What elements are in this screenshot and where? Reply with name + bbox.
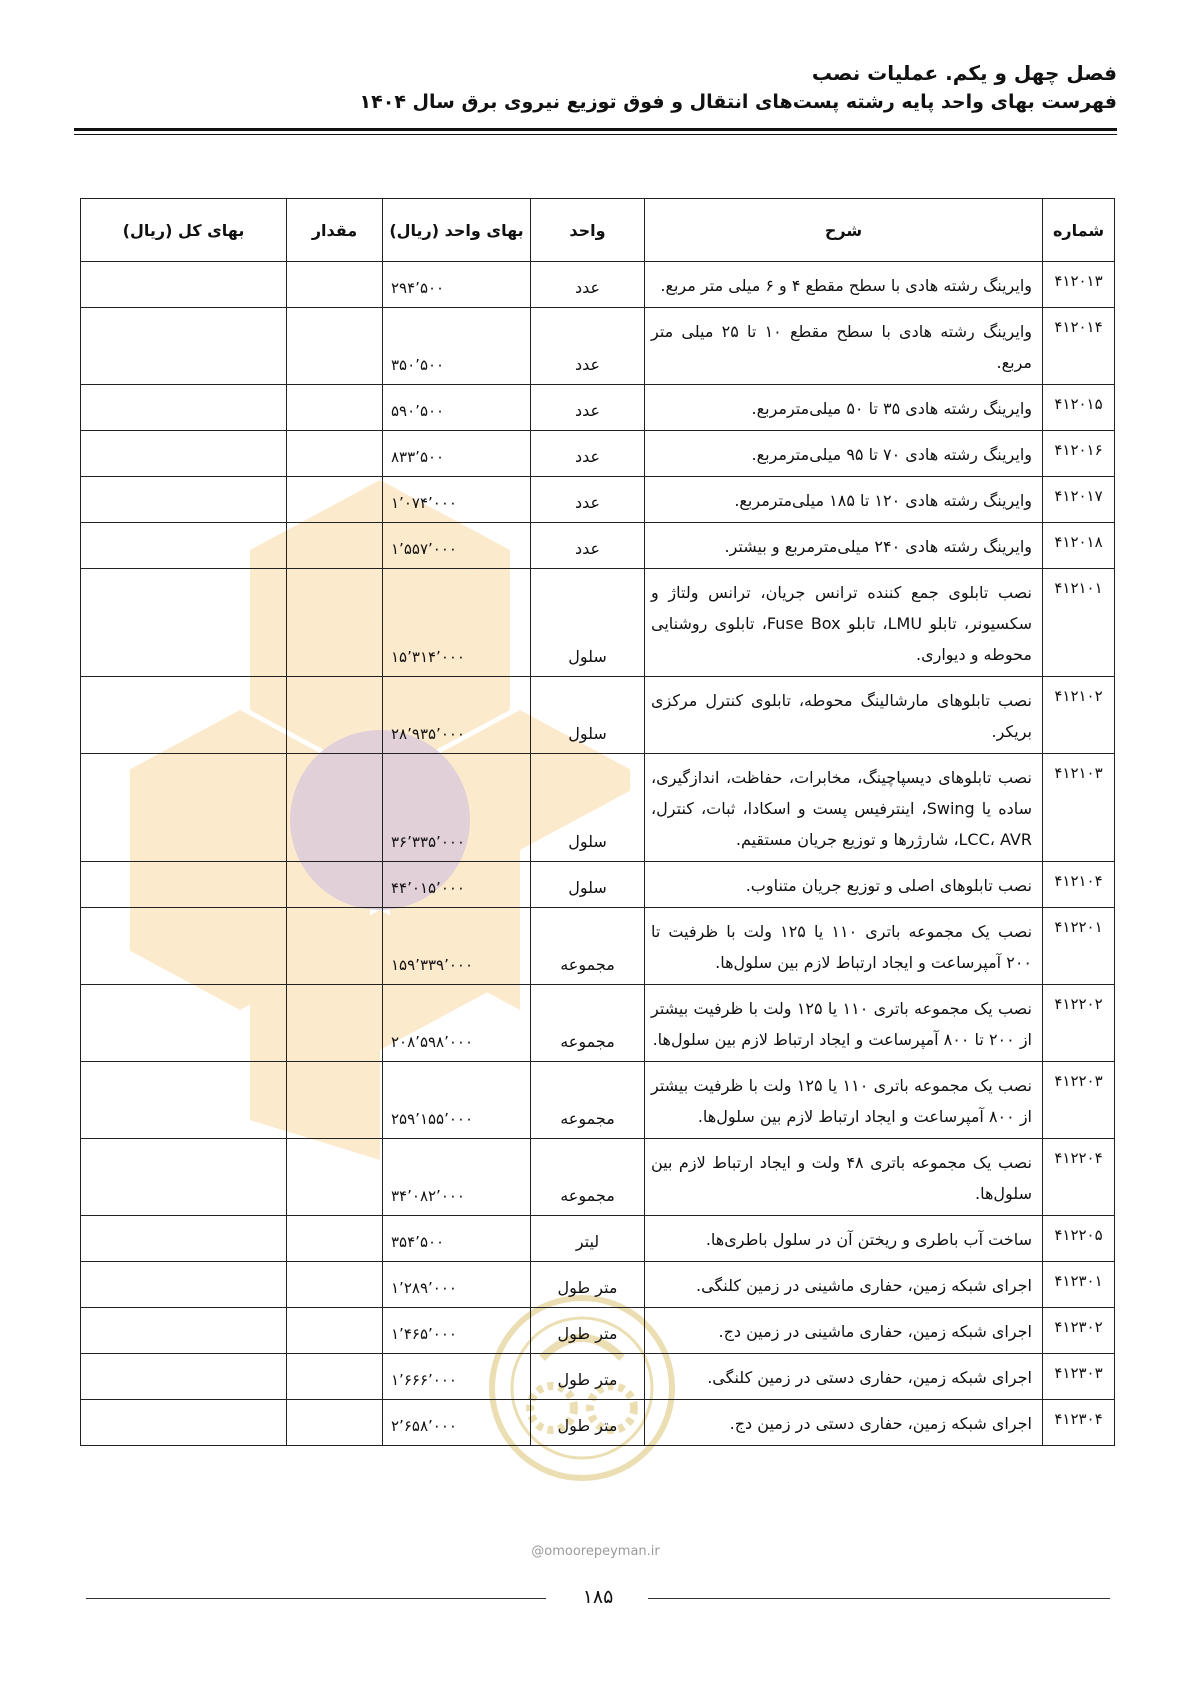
item-quantity bbox=[287, 477, 383, 523]
item-unit: عدد bbox=[531, 431, 645, 477]
item-quantity bbox=[287, 1139, 383, 1216]
item-description: نصب تابلوهای مارشالینگ محوطه، تابلوی کنترل مرکزی بریکر. bbox=[645, 677, 1043, 754]
item-unit-price: ۲۸٬۹۳۵٬۰۰۰ bbox=[383, 677, 531, 754]
item-total-price bbox=[81, 908, 287, 985]
item-quantity bbox=[287, 1062, 383, 1139]
item-description: نصب یک مجموعه باتری ۱۱۰ یا ۱۲۵ ولت با ظرفیت تا ۲۰۰ آمپرساعت و ایجاد ارتباط لازم بین سلول‌ها. bbox=[645, 908, 1043, 985]
item-code: ۴۱۲۲۰۱ bbox=[1043, 908, 1115, 985]
item-unit-price: ۱٬۲۸۹٬۰۰۰ bbox=[383, 1262, 531, 1308]
item-unit-price: ۳۶٬۳۳۵٬۰۰۰ bbox=[383, 754, 531, 862]
table-row bbox=[81, 1216, 1115, 1262]
table-row bbox=[81, 262, 1115, 308]
item-quantity bbox=[287, 308, 383, 385]
item-code: ۴۱۲۱۰۱ bbox=[1043, 569, 1115, 677]
item-unit: مجموعه bbox=[531, 1062, 645, 1139]
item-unit: سلول bbox=[531, 569, 645, 677]
item-total-price bbox=[81, 677, 287, 754]
item-description: اجرای شبکه زمین، حفاری ماشینی در زمین کلنگی. bbox=[645, 1262, 1043, 1308]
table-row bbox=[81, 908, 1115, 985]
item-code: ۴۱۲۲۰۵ bbox=[1043, 1216, 1115, 1262]
item-quantity bbox=[287, 385, 383, 431]
item-unit: مجموعه bbox=[531, 985, 645, 1062]
column-header-unit-price: بهای واحد (ریال) bbox=[383, 199, 531, 262]
item-code: ۴۱۲۳۰۳ bbox=[1043, 1354, 1115, 1400]
item-total-price bbox=[81, 1262, 287, 1308]
item-quantity bbox=[287, 677, 383, 754]
item-quantity bbox=[287, 1216, 383, 1262]
item-unit-price: ۸۳۳٬۵۰۰ bbox=[383, 431, 531, 477]
item-quantity bbox=[287, 908, 383, 985]
item-unit: مجموعه bbox=[531, 908, 645, 985]
item-unit-price: ۵۹۰٬۵۰۰ bbox=[383, 385, 531, 431]
item-unit-price: ۱۵۹٬۳۳۹٬۰۰۰ bbox=[383, 908, 531, 985]
item-unit-price: ۱٬۵۵۷٬۰۰۰ bbox=[383, 523, 531, 569]
item-quantity bbox=[287, 1354, 383, 1400]
item-total-price bbox=[81, 477, 287, 523]
table-row bbox=[81, 1308, 1115, 1354]
watermark-website: @omoorepeyman.ir bbox=[531, 1544, 660, 1559]
header-rule-thin bbox=[74, 134, 1117, 135]
chapter-title: فصل چهل و یکم. عملیات نصب bbox=[811, 61, 1117, 85]
item-quantity bbox=[287, 862, 383, 908]
table-row bbox=[81, 431, 1115, 477]
item-description: ساخت آب باطری و ریختن آن در سلول باطری‌ها. bbox=[645, 1216, 1043, 1262]
column-header-description: شرح bbox=[645, 199, 1043, 262]
table-row bbox=[81, 1400, 1115, 1446]
item-code: ۴۱۲۰۱۷ bbox=[1043, 477, 1115, 523]
item-description: اجرای شبکه زمین، حفاری دستی در زمین دج. bbox=[645, 1400, 1043, 1446]
table-row bbox=[81, 862, 1115, 908]
item-unit-price: ۱۵٬۳۱۴٬۰۰۰ bbox=[383, 569, 531, 677]
table-row bbox=[81, 985, 1115, 1062]
item-code: ۴۱۲۰۱۴ bbox=[1043, 308, 1115, 385]
item-unit: عدد bbox=[531, 385, 645, 431]
item-unit-price: ۳۴٬۰۸۲٬۰۰۰ bbox=[383, 1139, 531, 1216]
item-unit: عدد bbox=[531, 477, 645, 523]
item-description: اجرای شبکه زمین، حفاری دستی در زمین کلنگی. bbox=[645, 1354, 1043, 1400]
item-unit: عدد bbox=[531, 523, 645, 569]
item-description: وایرینگ رشته هادی ۷۰ تا ۹۵ میلی‌مترمربع. bbox=[645, 431, 1043, 477]
table-row bbox=[81, 308, 1115, 385]
item-quantity bbox=[287, 754, 383, 862]
footer-rule-right bbox=[648, 1598, 1110, 1599]
item-total-price bbox=[81, 1139, 287, 1216]
item-unit: متر طول bbox=[531, 1262, 645, 1308]
item-unit-price: ۳۵۴٬۵۰۰ bbox=[383, 1216, 531, 1262]
item-unit: عدد bbox=[531, 262, 645, 308]
item-code: ۴۱۲۱۰۴ bbox=[1043, 862, 1115, 908]
header-rule-thick bbox=[74, 128, 1117, 131]
item-total-price bbox=[81, 308, 287, 385]
column-header-code: شماره bbox=[1043, 199, 1115, 262]
item-description: وایرینگ رشته هادی ۲۴۰ میلی‌مترمربع و بیشتر. bbox=[645, 523, 1043, 569]
item-total-price bbox=[81, 1308, 287, 1354]
table-row bbox=[81, 477, 1115, 523]
item-quantity bbox=[287, 431, 383, 477]
item-code: ۴۱۲۲۰۳ bbox=[1043, 1062, 1115, 1139]
item-unit: مجموعه bbox=[531, 1139, 645, 1216]
item-total-price bbox=[81, 1400, 287, 1446]
item-code: ۴۱۲۱۰۲ bbox=[1043, 677, 1115, 754]
item-code: ۴۱۲۰۱۶ bbox=[1043, 431, 1115, 477]
item-quantity bbox=[287, 523, 383, 569]
item-description: وایرینگ رشته هادی ۳۵ تا ۵۰ میلی‌مترمربع. bbox=[645, 385, 1043, 431]
table-row bbox=[81, 1354, 1115, 1400]
column-header-unit: واحد bbox=[531, 199, 645, 262]
item-unit: متر طول bbox=[531, 1400, 645, 1446]
item-description: نصب یک مجموعه باتری ۱۱۰ یا ۱۲۵ ولت با ظرفیت بیشتر از ۲۰۰ تا ۸۰۰ آمپرساعت و ایجاد ارتباط لازم بین سلول‌ها. bbox=[645, 985, 1043, 1062]
column-header-quantity: مقدار bbox=[287, 199, 383, 262]
item-total-price bbox=[81, 1216, 287, 1262]
item-unit: لیتر bbox=[531, 1216, 645, 1262]
item-code: ۴۱۲۳۰۲ bbox=[1043, 1308, 1115, 1354]
item-unit: سلول bbox=[531, 754, 645, 862]
item-unit: سلول bbox=[531, 862, 645, 908]
item-total-price bbox=[81, 262, 287, 308]
item-unit: متر طول bbox=[531, 1308, 645, 1354]
table-row bbox=[81, 1062, 1115, 1139]
footer-rule-left bbox=[86, 1598, 546, 1599]
item-description: نصب تابلوهای اصلی و توزیع جریان متناوب. bbox=[645, 862, 1043, 908]
item-description: نصب تابلوهای دیسپاچینگ، مخابرات، حفاظت، اندازگیری، ساده یا Swing، اینترفیس پست و اسکادا، ثبات، کنترل، LCC، AVR، شارژرها و توزیع جریان مستقیم. bbox=[645, 754, 1043, 862]
table-row bbox=[81, 523, 1115, 569]
table-row bbox=[81, 754, 1115, 862]
item-code: ۴۱۲۳۰۱ bbox=[1043, 1262, 1115, 1308]
column-header-total-price: بهای کل (ریال) bbox=[81, 199, 287, 262]
price-list-table bbox=[80, 198, 1115, 1446]
item-description: وایرینگ رشته هادی ۱۲۰ تا ۱۸۵ میلی‌مترمربع. bbox=[645, 477, 1043, 523]
table-row bbox=[81, 569, 1115, 677]
page-number: ۱۸۵ bbox=[582, 1586, 614, 1608]
item-unit-price: ۲۵۹٬۱۵۵٬۰۰۰ bbox=[383, 1062, 531, 1139]
item-quantity bbox=[287, 1262, 383, 1308]
item-total-price bbox=[81, 862, 287, 908]
item-unit: متر طول bbox=[531, 1354, 645, 1400]
item-total-price bbox=[81, 431, 287, 477]
item-quantity bbox=[287, 262, 383, 308]
table-row bbox=[81, 1139, 1115, 1216]
item-unit-price: ۲٬۶۵۸٬۰۰۰ bbox=[383, 1400, 531, 1446]
item-code: ۴۱۲۳۰۴ bbox=[1043, 1400, 1115, 1446]
item-unit-price: ۱٬۰۷۴٬۰۰۰ bbox=[383, 477, 531, 523]
item-code: ۴۱۲۰۱۸ bbox=[1043, 523, 1115, 569]
item-quantity bbox=[287, 569, 383, 677]
item-description: نصب یک مجموعه باتری ۱۱۰ یا ۱۲۵ ولت با ظرفیت بیشتر از ۸۰۰ آمپرساعت و ایجاد ارتباط لازم بین سلول‌ها. bbox=[645, 1062, 1043, 1139]
item-description: نصب یک مجموعه باتری ۴۸ ولت و ایجاد ارتباط لازم بین سلول‌ها. bbox=[645, 1139, 1043, 1216]
item-total-price bbox=[81, 523, 287, 569]
item-unit-price: ۱٬۶۶۶٬۰۰۰ bbox=[383, 1354, 531, 1400]
item-total-price bbox=[81, 1062, 287, 1139]
item-unit: سلول bbox=[531, 677, 645, 754]
item-unit-price: ۴۴٬۰۱۵٬۰۰۰ bbox=[383, 862, 531, 908]
item-quantity bbox=[287, 985, 383, 1062]
item-total-price bbox=[81, 1354, 287, 1400]
table-row bbox=[81, 677, 1115, 754]
item-description: وایرینگ رشته هادی با سطح مقطع ۱۰ تا ۲۵ میلی متر مربع. bbox=[645, 308, 1043, 385]
item-total-price bbox=[81, 385, 287, 431]
item-code: ۴۱۲۰۱۳ bbox=[1043, 262, 1115, 308]
item-total-price bbox=[81, 985, 287, 1062]
item-quantity bbox=[287, 1308, 383, 1354]
item-code: ۴۱۲۱۰۳ bbox=[1043, 754, 1115, 862]
item-unit-price: ۳۵۰٬۵۰۰ bbox=[383, 308, 531, 385]
table-header-row bbox=[81, 199, 1115, 262]
table-row bbox=[81, 385, 1115, 431]
item-unit-price: ۱٬۴۶۵٬۰۰۰ bbox=[383, 1308, 531, 1354]
item-total-price bbox=[81, 754, 287, 862]
item-code: ۴۱۲۲۰۲ bbox=[1043, 985, 1115, 1062]
item-description: نصب تابلوی جمع کننده ترانس جریان، ترانس ولتاژ و سکسیونر، تابلو LMU، تابلو Fuse Box، تابلوی روشنایی محوطه و دیواری. bbox=[645, 569, 1043, 677]
item-unit: عدد bbox=[531, 308, 645, 385]
item-code: ۴۱۲۰۱۵ bbox=[1043, 385, 1115, 431]
item-unit-price: ۲۰۸٬۵۹۸٬۰۰۰ bbox=[383, 985, 531, 1062]
item-description: اجرای شبکه زمین، حفاری ماشینی در زمین دج. bbox=[645, 1308, 1043, 1354]
item-code: ۴۱۲۲۰۴ bbox=[1043, 1139, 1115, 1216]
item-description: وایرینگ رشته هادی با سطح مقطع ۴ و ۶ میلی متر مربع. bbox=[645, 262, 1043, 308]
item-unit-price: ۲۹۴٬۵۰۰ bbox=[383, 262, 531, 308]
page-header bbox=[74, 58, 1117, 116]
item-quantity bbox=[287, 1400, 383, 1446]
table-row bbox=[81, 1262, 1115, 1308]
item-total-price bbox=[81, 569, 287, 677]
document-subtitle: فهرست بهای واحد پایه رشته پست‌های انتقال و فوق توزیع نیروی برق سال ۱۴۰۴ bbox=[359, 91, 1117, 113]
